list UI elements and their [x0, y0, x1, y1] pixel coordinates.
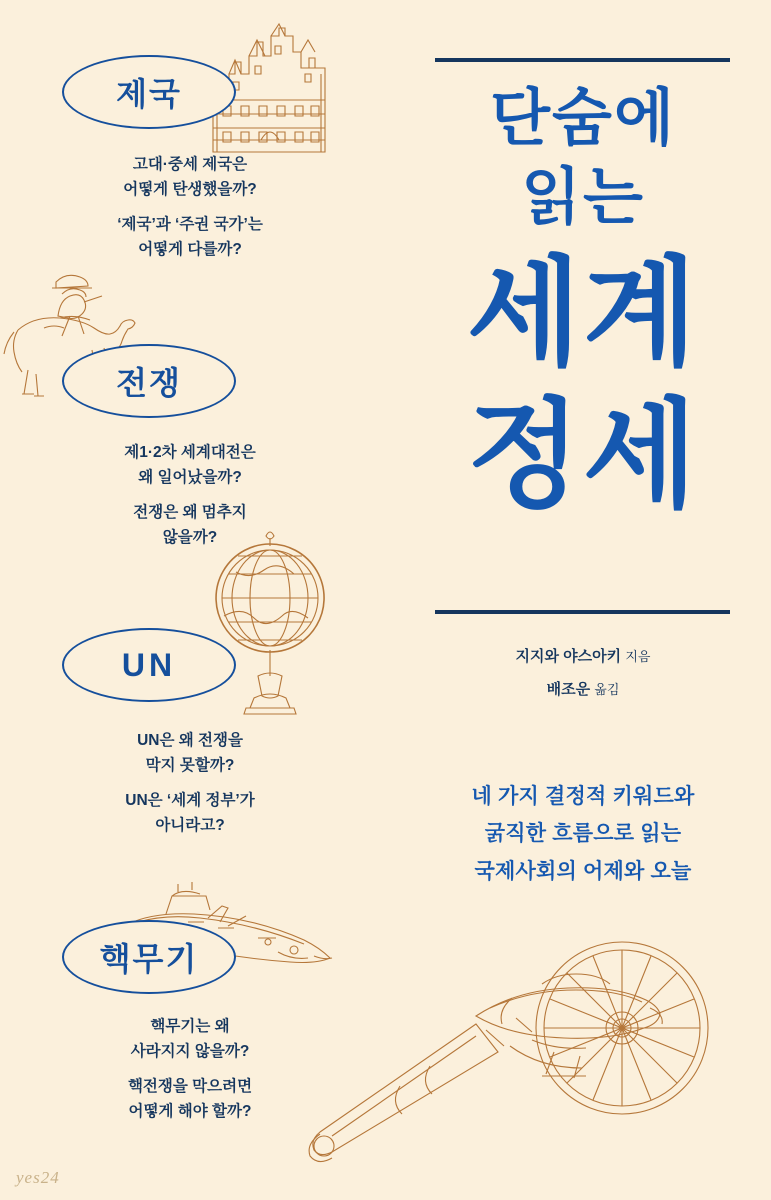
divider-top	[435, 58, 730, 62]
author-name: 지지와 야스아키	[515, 648, 622, 665]
topic-bubble-war[interactable]	[62, 344, 236, 418]
left-column	[0, 0, 380, 1200]
topic-label-un: UN	[121, 646, 177, 683]
topic-label-empire: 제국	[116, 76, 182, 112]
title-line-4: 정세	[467, 390, 699, 522]
tagline-line-2: 굵직한 흐름으로 읽는	[484, 822, 682, 846]
topic-label-war: 전쟁	[116, 365, 182, 401]
question-text: 어떻게 다를까?	[138, 241, 242, 259]
question-text: 어떻게 해야 할까?	[128, 1103, 252, 1121]
topic-questions-war	[0, 440, 380, 550]
translator-name: 배조운	[546, 681, 591, 698]
translator-role: 옮김	[594, 682, 620, 697]
watermark: yes24	[16, 1168, 60, 1187]
tagline	[395, 778, 771, 890]
question-text: 어떻게 탄생했을까?	[123, 181, 257, 199]
title-line-3: 세계	[467, 248, 699, 380]
tagline-line-1: 네 가지 결정적 키워드와	[471, 785, 695, 808]
title-line-2: 읽는	[521, 164, 645, 233]
title-line-1: 단숨에	[490, 85, 676, 153]
question-text: 핵무기는 왜	[150, 1018, 230, 1035]
question-text: 사라지지 않을까?	[130, 1043, 250, 1061]
credits	[395, 640, 771, 706]
topic-questions-empire	[0, 152, 380, 262]
topic-bubble-empire[interactable]	[62, 55, 236, 129]
divider-middle	[435, 610, 730, 614]
question-text: ‘제국’과 ‘주권 국가’는	[117, 216, 263, 234]
translator-line	[395, 673, 771, 706]
question-text: 왜 일어났을까?	[138, 469, 242, 487]
question-text: UN은 ‘세계 정부’가	[125, 792, 255, 810]
question-text: 전쟁은 왜 멈추지	[133, 504, 247, 522]
topic-bubble-un[interactable]	[62, 628, 236, 702]
question-text: 않을까?	[162, 529, 218, 547]
author-role: 지음	[625, 649, 651, 664]
topic-questions-un	[0, 728, 380, 838]
tagline-line-3: 국제사회의 어제와 오늘	[474, 859, 692, 883]
topic-bubble-nuclear[interactable]	[62, 920, 236, 994]
book-title	[395, 80, 771, 523]
question-text: 아니라고?	[155, 817, 225, 835]
question-text: 핵전쟁을 막으려면	[127, 1078, 253, 1096]
topic-questions-nuclear	[0, 1014, 380, 1124]
topic-label-nuclear: 핵무기	[99, 941, 199, 977]
question-text: 막지 못할까?	[145, 757, 235, 775]
question-text: 제1·2차 세계대전은	[124, 444, 256, 461]
author-line	[395, 640, 771, 673]
right-column	[395, 0, 771, 1200]
question-text: UN은 왜 전쟁을	[137, 732, 243, 749]
question-text: 고대·중세 제국은	[132, 156, 248, 173]
